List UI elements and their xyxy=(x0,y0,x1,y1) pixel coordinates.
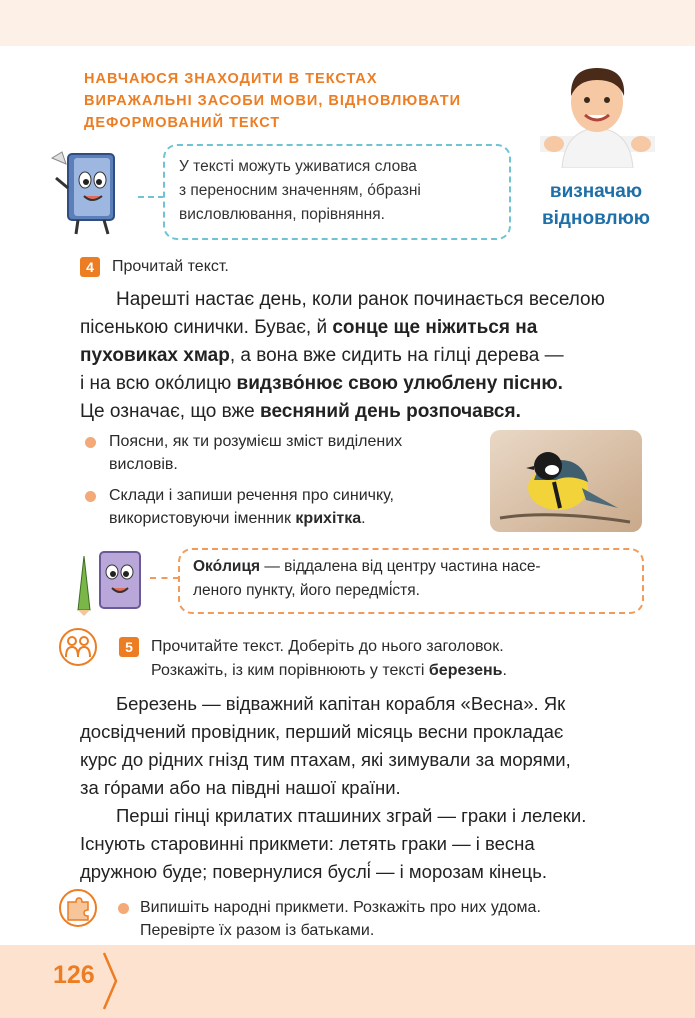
highlight-phrase: пуховиках хмар xyxy=(80,345,230,366)
rule-note-line: висловлювання, порівняння. xyxy=(179,206,385,223)
highlight-phrase: сонце ще ніжиться на xyxy=(332,317,538,338)
task-4-text xyxy=(80,286,645,426)
skill-restore: відновлюю xyxy=(541,208,651,229)
note-connector xyxy=(138,196,164,198)
dictionary-definition: — віддалена від центру частина насе- xyxy=(260,558,541,575)
text-line: Перші гінці крилатих пташиних зграй — граки і лелеки. xyxy=(116,805,587,826)
book-character-icon xyxy=(48,148,134,238)
text-line: Це означає, що вже весняний день розпочався. xyxy=(80,401,521,422)
dictionary-note-box xyxy=(178,548,644,614)
text-line: Існують старовинні прикмети: летять граки — і весна xyxy=(80,833,535,854)
rule-note-line: У тексті можуть уживатися слова xyxy=(179,158,417,175)
boy-illustration xyxy=(540,58,655,168)
rule-note-box xyxy=(163,144,511,240)
task-4-instruction: Прочитай текст. xyxy=(112,258,229,275)
keyword: крихітка xyxy=(295,510,362,527)
task-5-instruction: Прочитайте текст. Доберіть до нього заголовок. Розкажіть, із ким порівнюють у тексті березень. xyxy=(151,638,507,679)
text-line: Нарешті настає день, коли ранок починається веселою xyxy=(116,289,605,310)
homework-task: Випишіть народні прикмети. Розкажіть про них удома. Перевірте їх разом із батьками. xyxy=(140,899,541,939)
note-connector xyxy=(150,577,179,579)
dictionary-term: Око́лиця xyxy=(193,558,261,575)
task-4-number: 4 xyxy=(80,257,100,277)
dictionary-definition: леного пункту, його передмі́стя. xyxy=(193,582,420,599)
text-line: за го́рами або на півдні нашої країни. xyxy=(80,777,401,798)
highlight-phrase: весняний день розпочався xyxy=(260,401,516,422)
text-line: і на всю око́лицю видзво́нює свою улюблену пісню. xyxy=(80,373,563,394)
pencil-character-icon xyxy=(70,548,150,616)
titmouse-photo xyxy=(490,430,642,532)
section-title xyxy=(84,68,524,134)
task-5-number: 5 xyxy=(119,637,139,657)
bullet-dot xyxy=(118,903,129,914)
page-chevron-icon xyxy=(100,945,122,1018)
text-line: пуховиках хмар, а вона вже сидить на гілці дерева — xyxy=(80,345,564,366)
homework-puzzle-icon xyxy=(58,888,98,928)
bullet-dot xyxy=(85,437,96,448)
section-title-line: НАВЧАЮСЯ ЗНАХОДИТИ В ТЕКСТАХ xyxy=(84,71,378,87)
skill-tags xyxy=(526,178,666,232)
text-line: дружною буде; повернулися буслі́ — і морозам кінець. xyxy=(80,861,548,882)
top-band xyxy=(0,0,695,46)
page-number: 126 xyxy=(53,961,95,989)
task-5-text xyxy=(80,690,645,886)
rule-note-line: з переносним значенням, о́бразні xyxy=(179,182,421,199)
text-line: досвідчений провідник, перший місяць весни прокладає xyxy=(80,721,564,742)
section-title-line: ВИРАЖАЛЬНІ ЗАСОБИ МОВИ, ВІДНОВЛЮВАТИ xyxy=(84,93,461,109)
text-line: пісенькою синички. Буває, й сонце ще ніжиться на xyxy=(80,317,538,338)
text-line: Березень — відважний капітан корабля «Весна». Як xyxy=(116,693,566,714)
bullet-dot xyxy=(85,491,96,502)
pair-work-icon xyxy=(58,627,98,667)
skill-identify: визначаю xyxy=(549,181,643,202)
keyword: березень xyxy=(428,662,503,679)
highlight-phrase: видзво́нює свою улюблену пісню xyxy=(236,373,558,394)
task-4-bullet-2: Склади і запиши речення про синичку, використовуючи іменник крихітка. xyxy=(109,487,394,527)
section-title-line: ДЕФОРМОВАНИЙ ТЕКСТ xyxy=(84,115,281,131)
text-line: курс до рідних гнізд тим птахам, які зимували за морями, xyxy=(80,749,571,770)
task-4-bullet-1: Поясни, як ти розумієш зміст виділених висловів. xyxy=(109,433,403,473)
